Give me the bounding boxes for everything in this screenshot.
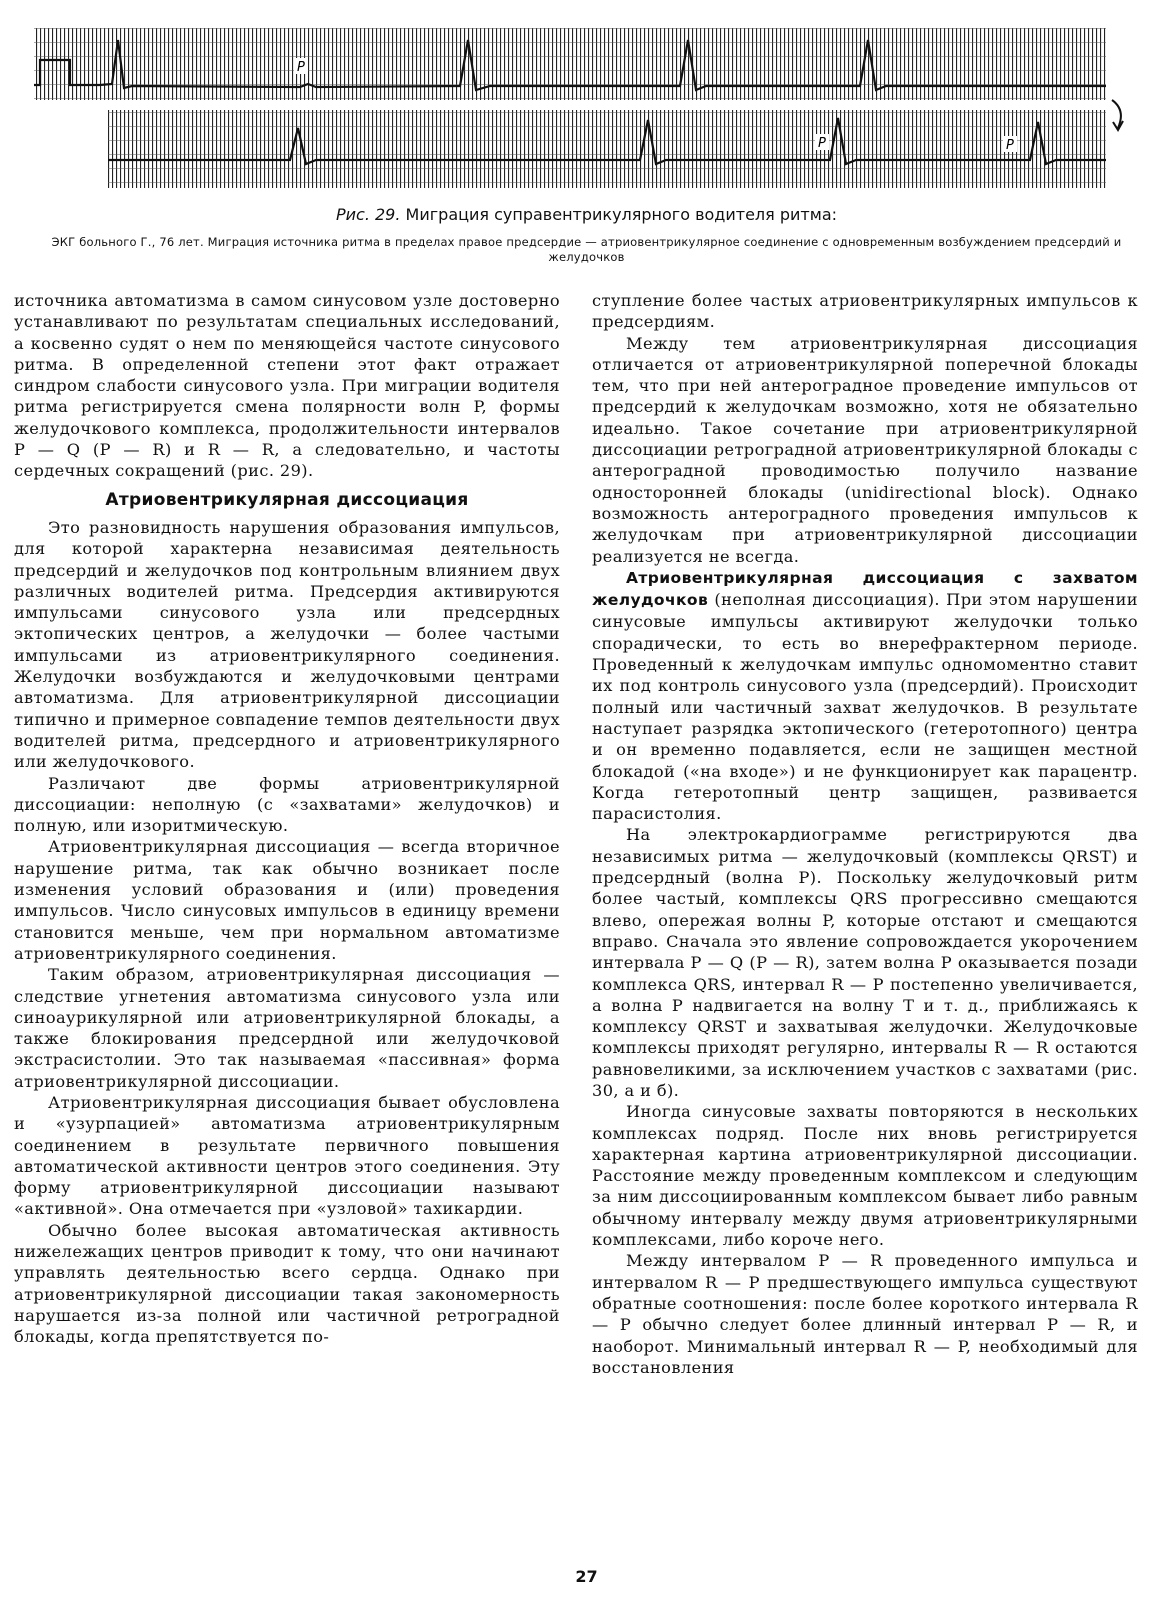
figure-title [0,205,1173,225]
paragraph: Атриовентрикулярная диссоциация — всегда вторичное нарушение ритма, так как обычно возникает после изменения условий образования и (или) проведения импульсов. Число синусовых импульсов в единицу времени становится меньше, чем при нормальном автоматизме атриовентрикулярного соединения. [14,837,560,963]
page-number: 27 [575,1567,598,1586]
ecg-strip-2 [108,100,1123,188]
p-wave-label: P [1006,138,1014,153]
paragraph: Это разновидность нарушения образования импульсов, для которой характерна независимая деятельность предсердий и желудочков под контрольным влиянием двух различных водителей ритма. Предсердия активируются импульсами синусового узла или предсердных эктопических центров, а желудочки — более частыми импульсами из атриовентрикулярного соединения. Желудочки возбуждаются и желудочковыми центрами автоматизма. Для атриовентрикулярной диссоциации типично и примерное совпадение темпов деятельности двух водителей ритма, предсердного и атриовентрикулярного или желудочкового. [14,517,560,772]
figure-label: Рис. 29. [335,205,401,224]
right-column [592,290,1138,1378]
figure-caption [0,205,1173,265]
ecg-strip-1 [34,28,1106,100]
paragraph: Обычно более высокая автоматическая активность нижележащих центров приводит к тому, что они начинают управлять деятельностью всего сердца. Однако при атриовентрикулярной диссоциации такая закономерность нарушается из-за полной или частичной ретроградной блокады, когда препятствуется по- [14,1220,560,1347]
paragraph-text: (неполная диссоциация). При этом нарушении синусовые импульсы активируют желудочки только спорадически, то есть во внерефрактерном периоде. Проведенный к желудочкам импульс одномоментно ставит их под контроль синусового узла (предсердий). Происходит полный или частичный захват желудочков. В результате наступает разрядка эктопического (гетеротопного) центра и он временно подавляется, если не защищен местной блокадой («на входе») и не функционирует как парацентр. Когда гетеротопный центр защищен, развивается парасистолия. [592,590,1138,824]
paragraph: Различают две формы атриовентрикулярной диссоциации: неполную (с «захватами» желудочков) и полную, или изоритмическую. [14,773,560,836]
paragraph: Между интервалом P — R проведенного импульса и интервалом R — P предшествующего импульса существуют обратные соотношения: после более короткого интервала R — P обычно следует более длинный интервал P — R, и наоборот. Минимальный интервал R — P, необходимый для восстановления [592,1251,1138,1377]
paragraph [592,567,1138,825]
paragraph: источника автоматизма в самом синусовом узле достоверно устанавливают по результатам специальных исследований, а косвенно судят о нем по меняющейся частоте синусового ритма. В определенной степени этот факт отражает синдром слабости синусового узла. При миграции водителя ритма регистрируется смена полярности волн P, формы желудочкового комплекса, продолжительности интервалов P — Q (P — R) и R — R, а следовательно, и частоты сердечных сокращений (рис. 29). [14,291,560,481]
figure-title-text: Миграция суправентрикулярного водителя ритма: [405,205,838,224]
bold-term: Атриовентрикулярная диссоциация с захватом желудочков [592,568,1138,610]
paragraph: Между тем атриовентрикулярная диссоциация отличается от атриовентрикулярной поперечной блокады тем, что при ней антероградное проведение импульсов от предсердий к желудочкам возможно, хотя не обязательно идеально. Такое сочетание при атриовентрикулярной диссоциации ретроградной атриовентрикулярной блокады с антероградной проводимостью получило название односторонней блокады (unidirectional block). Однако возможность антероградного проведения импульсов к желудочкам при атриовентрикулярной диссоциации реализуется не всегда. [592,333,1138,566]
p-wave-label: P [297,60,305,75]
left-column [14,290,560,1348]
paragraph: ступление более частых атриовентрикулярных импульсов к предсердиям. [592,291,1138,332]
paragraph: Иногда синусовые захваты повторяются в нескольких комплексах подряд. После них вновь регистрируется характерная картина атриовентрикулярной диссоциации. Расстояние между проведенным комплексом и следующим за ним диссоциированным комплексом бывает либо равным обычному интервалу между двумя атриовентрикулярными комплексами, либо короче него. [592,1102,1138,1250]
paragraph: Атриовентрикулярная диссоциация бывает обусловлена и «узурпацией» автоматизма атриовентрикулярным соединением в результате первичного повышения автоматической активности центров этого соединения. Эту форму атриовентрикулярной диссоциации называют «активной». Она отмечается при «узловой» тахикардии. [14,1092,560,1219]
paragraph: Таким образом, атриовентрикулярная диссоциация — следствие угнетения автоматизма синусового узла или синоаурикулярной или атриовентрикулярной блокады, а также блокирования предсердной или желудочковой экстрасистолии. Это так называемая «пассивная» форма атриовентрикулярной диссоциации. [14,965,560,1091]
p-wave-label: P [818,136,826,151]
figure-description: ЭКГ больного Г., 76 лет. Миграция источника ритма в пределах правое предсердие — атриовентрикулярное соединение с одновременным возбуждением предсердий и желудочков [51,235,1122,264]
ecg-figure [0,0,1173,195]
paragraph: На электрокардиограмме регистрируются два независимых ритма — желудочковый (комплексы QRST) и предсердный (волна P). Поскольку желудочковый ритм более частый, комплексы QRS прогрессивно смещаются влево, опережая волны P, которые отстают и смещаются вправо. Сначала это явление сопровождается укорочением интервала P — Q (P — R), затем волна P оказывается позади комплекса QRS, интервал R — P постепенно увеличивается, а волна P надвигается на волну T и т. д., приближаясь к комплексу QRST и захватывая желудочки. Желудочковые комплексы приходят регулярно, интервалы R — R остаются равновеликими, за исключением участков с захватами (рис. 30, а и б). [592,825,1138,1100]
section-heading: Атриовентрикулярная диссоциация [105,489,469,510]
